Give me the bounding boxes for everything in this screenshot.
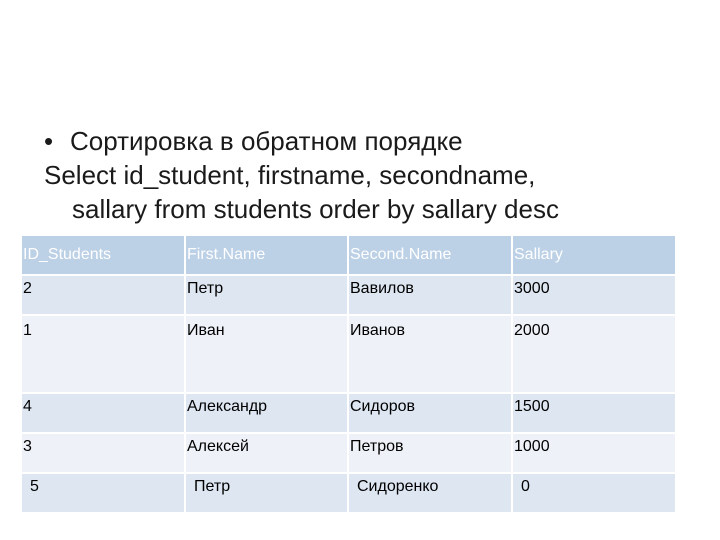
cell-firstname: Алексей	[185, 433, 348, 473]
table-row	[22, 315, 676, 393]
table-row	[22, 393, 676, 433]
sql-query-line-2: sallary from students order by sallary desc	[72, 194, 559, 224]
cell-firstname: Петр	[185, 275, 348, 315]
table-row	[22, 275, 676, 315]
students-table	[22, 236, 677, 514]
cell-secondname: Иванов	[348, 315, 512, 393]
cell-secondname: Сидоренко	[348, 473, 512, 513]
slide-text	[44, 124, 704, 226]
bullet-dot: •	[44, 126, 54, 156]
cell-id: 3	[22, 433, 185, 473]
cell-id: 2	[22, 275, 185, 315]
cell-sallary: 2000	[512, 315, 676, 393]
column-header-sallary: Sallary	[512, 236, 676, 275]
cell-id: 4	[22, 393, 185, 433]
cell-secondname: Вавилов	[348, 275, 512, 315]
cell-sallary: 1000	[512, 433, 676, 473]
table-header-row	[22, 236, 676, 275]
column-header-firstname: First.Name	[185, 236, 348, 275]
table-row	[22, 473, 676, 513]
cell-secondname: Сидоров	[348, 393, 512, 433]
cell-firstname: Александр	[185, 393, 348, 433]
cell-secondname: Петров	[348, 433, 512, 473]
cell-firstname: Петр	[185, 473, 348, 513]
cell-id: 5	[22, 473, 185, 513]
bullet-text: Сортировка в обратном порядке	[70, 126, 463, 156]
sql-query-line-1: Select id_student, firstname, secondname,	[44, 160, 536, 190]
bullet-line	[44, 124, 704, 158]
cell-sallary: 1500	[512, 393, 676, 433]
table-row	[22, 433, 676, 473]
column-header-secondname: Second.Name	[348, 236, 512, 275]
cell-sallary: 3000	[512, 275, 676, 315]
column-header-id: ID_Students	[22, 236, 185, 275]
cell-id: 1	[22, 315, 185, 393]
cell-sallary: 0	[512, 473, 676, 513]
cell-firstname: Иван	[185, 315, 348, 393]
